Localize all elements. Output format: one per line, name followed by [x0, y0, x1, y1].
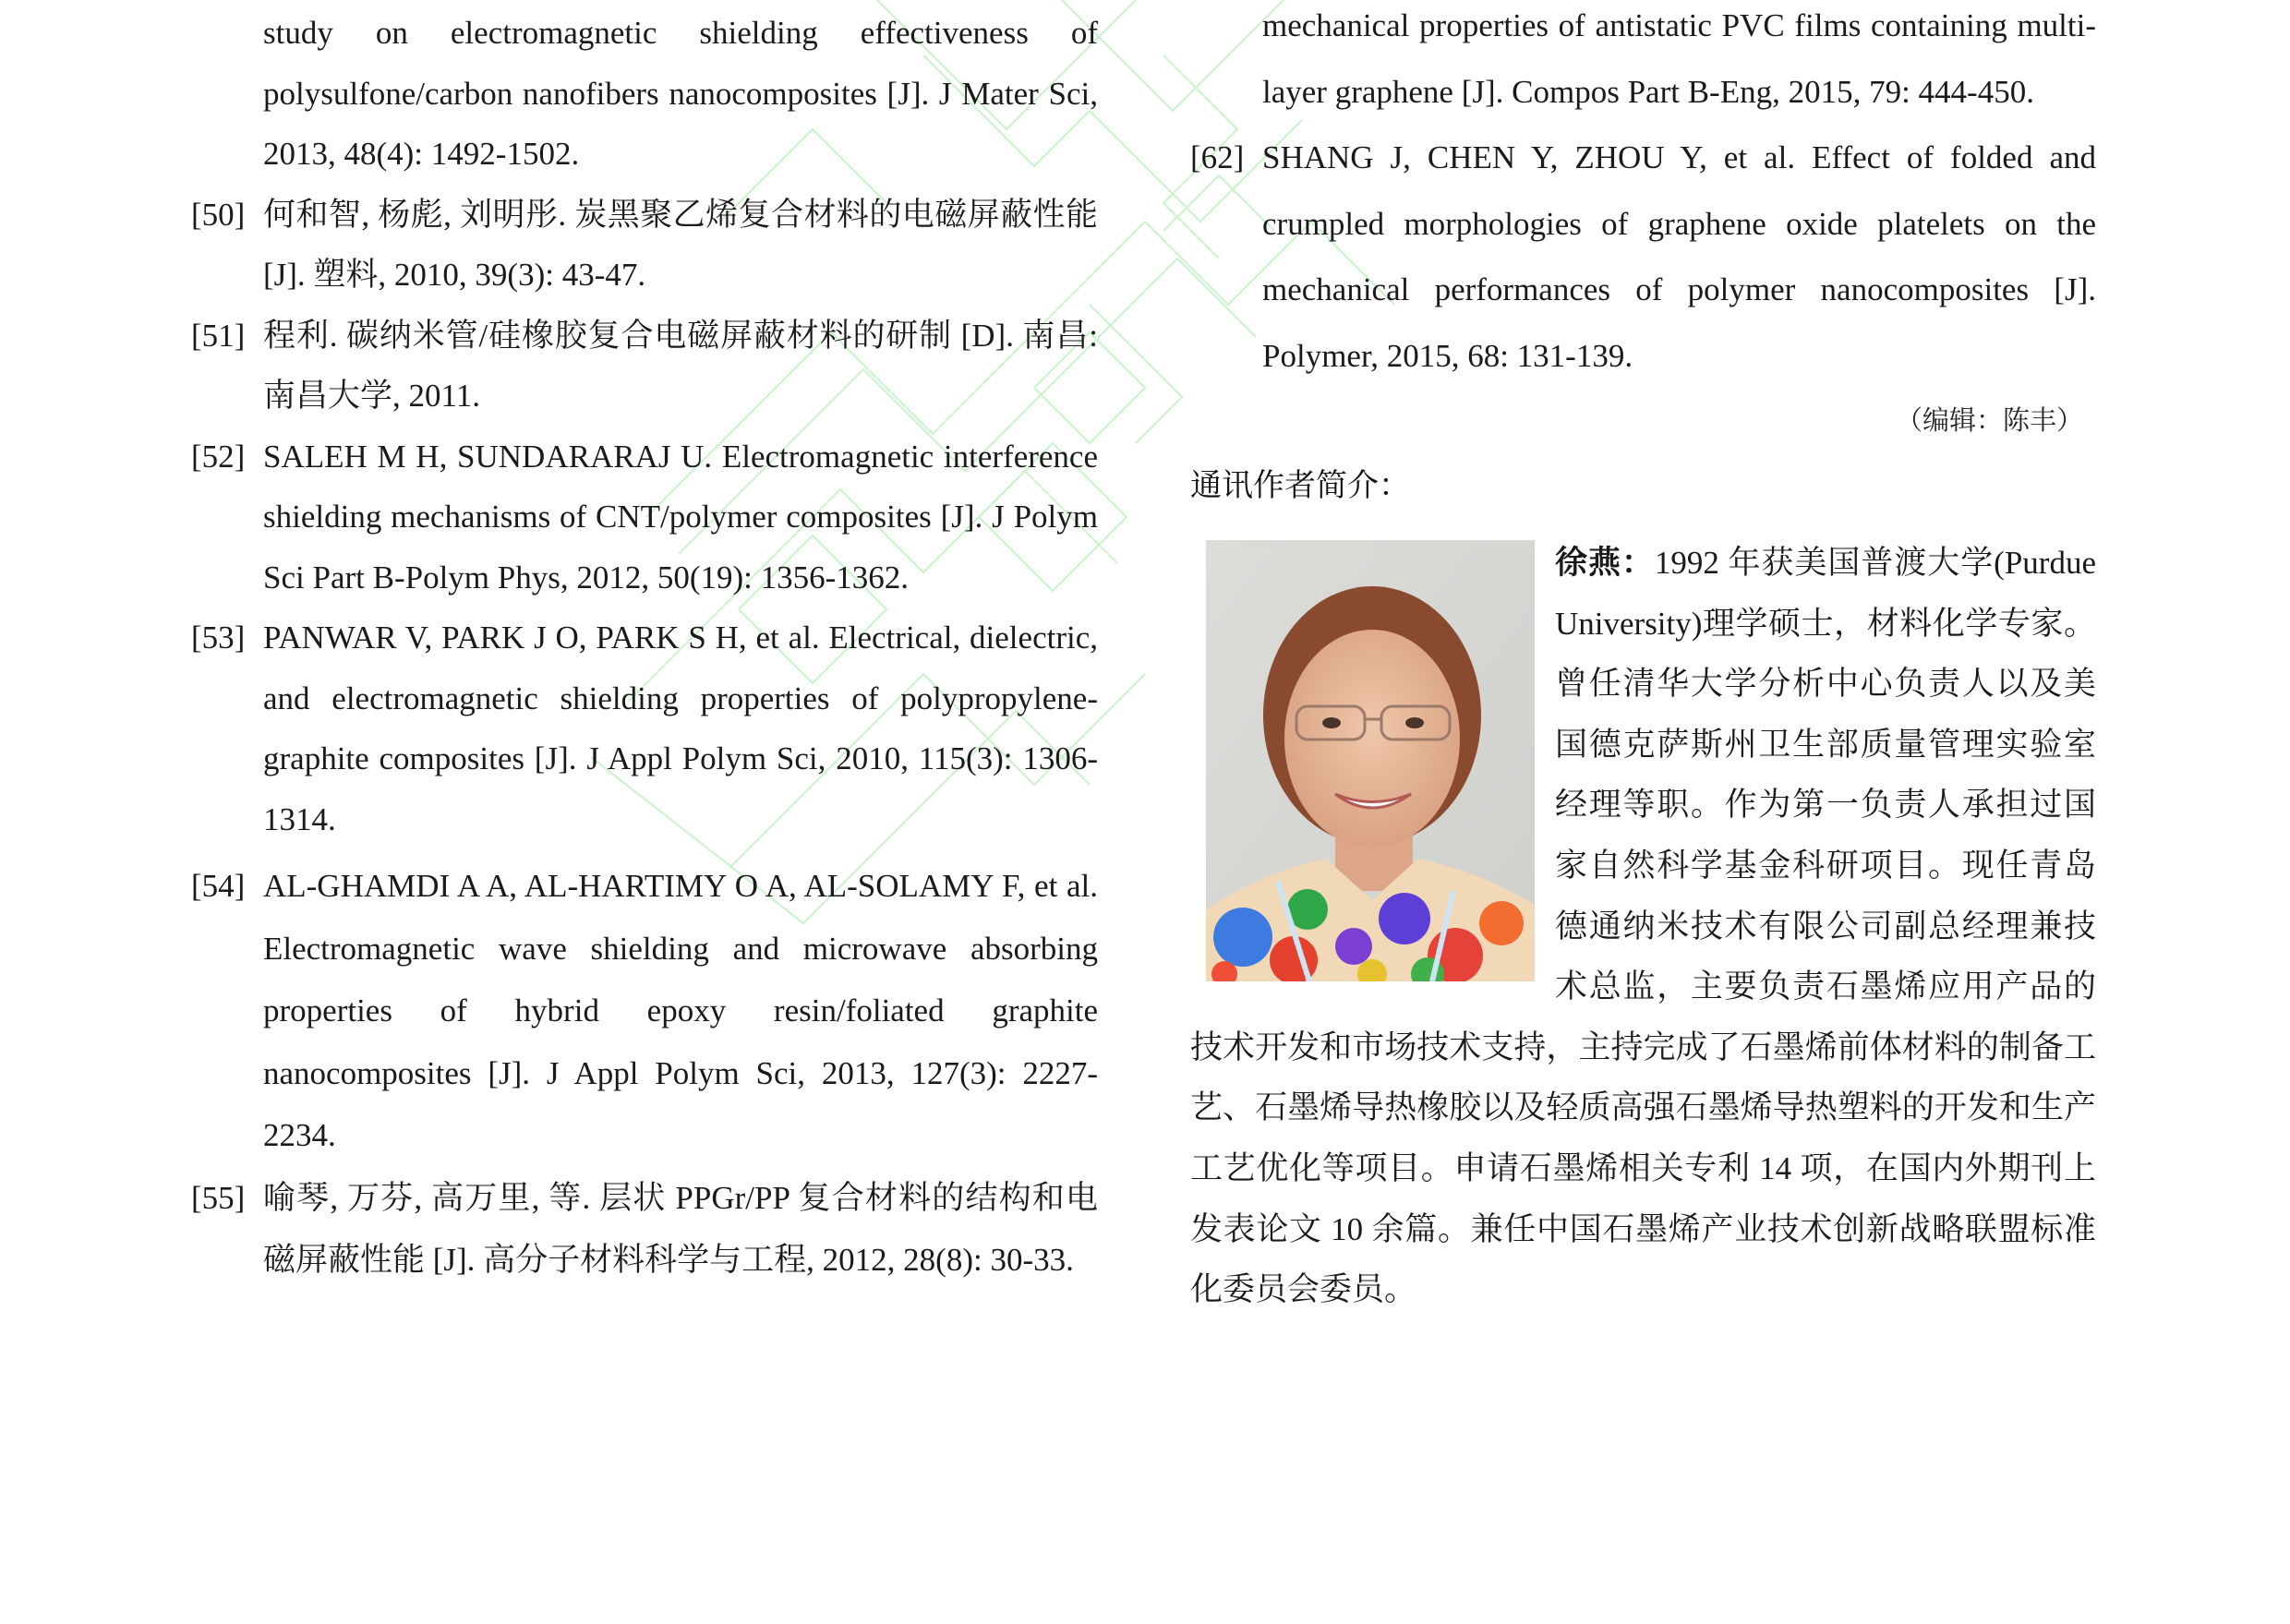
reference-text: 程利. 碳纳米管/硅橡胶复合电磁屏蔽材料的研制 [D]. 南昌: 南昌大学, 2011. — [263, 317, 1098, 414]
reference-number: [52] — [191, 438, 246, 475]
reference-number: [50] — [191, 196, 246, 233]
reference-51 — [191, 306, 1098, 427]
right-column — [1190, 0, 2096, 1320]
reference-text: 何和智, 杨彪, 刘明彤. 炭黑聚乙烯复合材料的电磁屏蔽性能 [J]. 塑料, 2010, 39(3): 43-47. — [263, 196, 1098, 293]
reference-text: study on electromagnetic shielding effectiveness of polysulfone/carbon nanofibers nanocomposites [J]. J Mater Sci, 2013, 48(4): 1492-1502. — [263, 15, 1098, 172]
author-name: 徐燕： — [1555, 545, 1655, 581]
author-photo — [1206, 540, 1535, 981]
reference-61-continued — [1190, 0, 2096, 125]
reference-number: [53] — [191, 620, 246, 656]
corresponding-author-heading: 通讯作者简介： — [1190, 467, 1410, 504]
reference-55 — [191, 1167, 1098, 1291]
reference-50 — [191, 185, 1098, 306]
reference-52 — [191, 427, 1098, 608]
author-bio-text: 1992 年获美国普渡大学(Purdue University)理学硕士，材料化学专家。曾任清华大学分析中心负责人以及美国德克萨斯州卫生部质量管理实验室经理等职。作为第一负责人承担过国家自然科学基金科研项目。现任青岛德通纳米技术有限公司副总经理兼技术总监，主要负责石墨烯应用产品的技术开发和市场技术支持，主持完成了石墨烯前体材料的制备工艺、石墨烯导热橡胶以及轻质高强石墨烯导热塑料的开发和生产工艺优化等项目。申请石墨烯相关专利 14 项，在国内外期刊上发表论文 10 余篇。兼任中国石墨烯产业技术创新战略联盟标准化委员会委员。 — [1190, 545, 2096, 1308]
portrait-image-icon — [1206, 540, 1535, 981]
reference-number: [54] — [191, 868, 246, 904]
author-bio — [1190, 533, 2096, 1320]
reference-number: [62] — [1190, 139, 1245, 175]
reference-49-continued — [191, 3, 1098, 185]
reference-number: [51] — [191, 317, 246, 354]
reference-text: SALEH M H, SUNDARARAJ U. Electromagnetic interference shielding mechanisms of CNT/polymer composites [J]. J Polym Sci Part B-Polym Phys, 2012, 50(19): 1356-1362. — [263, 438, 1098, 595]
reference-text: PANWAR V, PARK J O, PARK S H, et al. Electrical, dielectric, and electromagnetic shielding properties of polypropylene-graphite composites [J]. J Appl Polym Sci, 2010, 115(3): 1306-1314. — [263, 620, 1098, 837]
reference-text: AL-GHAMDI A A, AL-HARTIMY O A, AL-SOLAMY F, et al. Electromagnetic wave shielding and microwave absorbing properties of hybrid epoxy resin/foliated graphite nanocomposites [J]. J Appl Polym Sci, 2013, 127(3): 2227-2234. — [263, 868, 1098, 1153]
reference-54 — [191, 855, 1098, 1167]
reference-62 — [1190, 125, 2096, 389]
reference-text: SHANG J, CHEN Y, ZHOU Y, et al. Effect of folded and crumpled morphologies of graphene oxide platelets on the mechanical performances of polymer nanocomposites [J]. Polymer, 2015, 68: 131-139. — [1262, 139, 2096, 374]
reference-number: [55] — [191, 1179, 246, 1216]
reference-text: 喻琴, 万芬, 高万里, 等. 层状 PPGr/PP 复合材料的结构和电磁屏蔽性能 [J]. 高分子材料科学与工程, 2012, 28(8): 30-33. — [263, 1179, 1098, 1278]
reference-text: mechanical properties of antistatic PVC films containing multi-layer graphene [J]. Compos Part B-Eng, 2015, 79: 444-450. — [1262, 7, 2096, 110]
reference-53 — [191, 607, 1098, 849]
editor-note: （编辑：陈丰） — [1895, 404, 2083, 436]
left-column — [191, 3, 1098, 1291]
